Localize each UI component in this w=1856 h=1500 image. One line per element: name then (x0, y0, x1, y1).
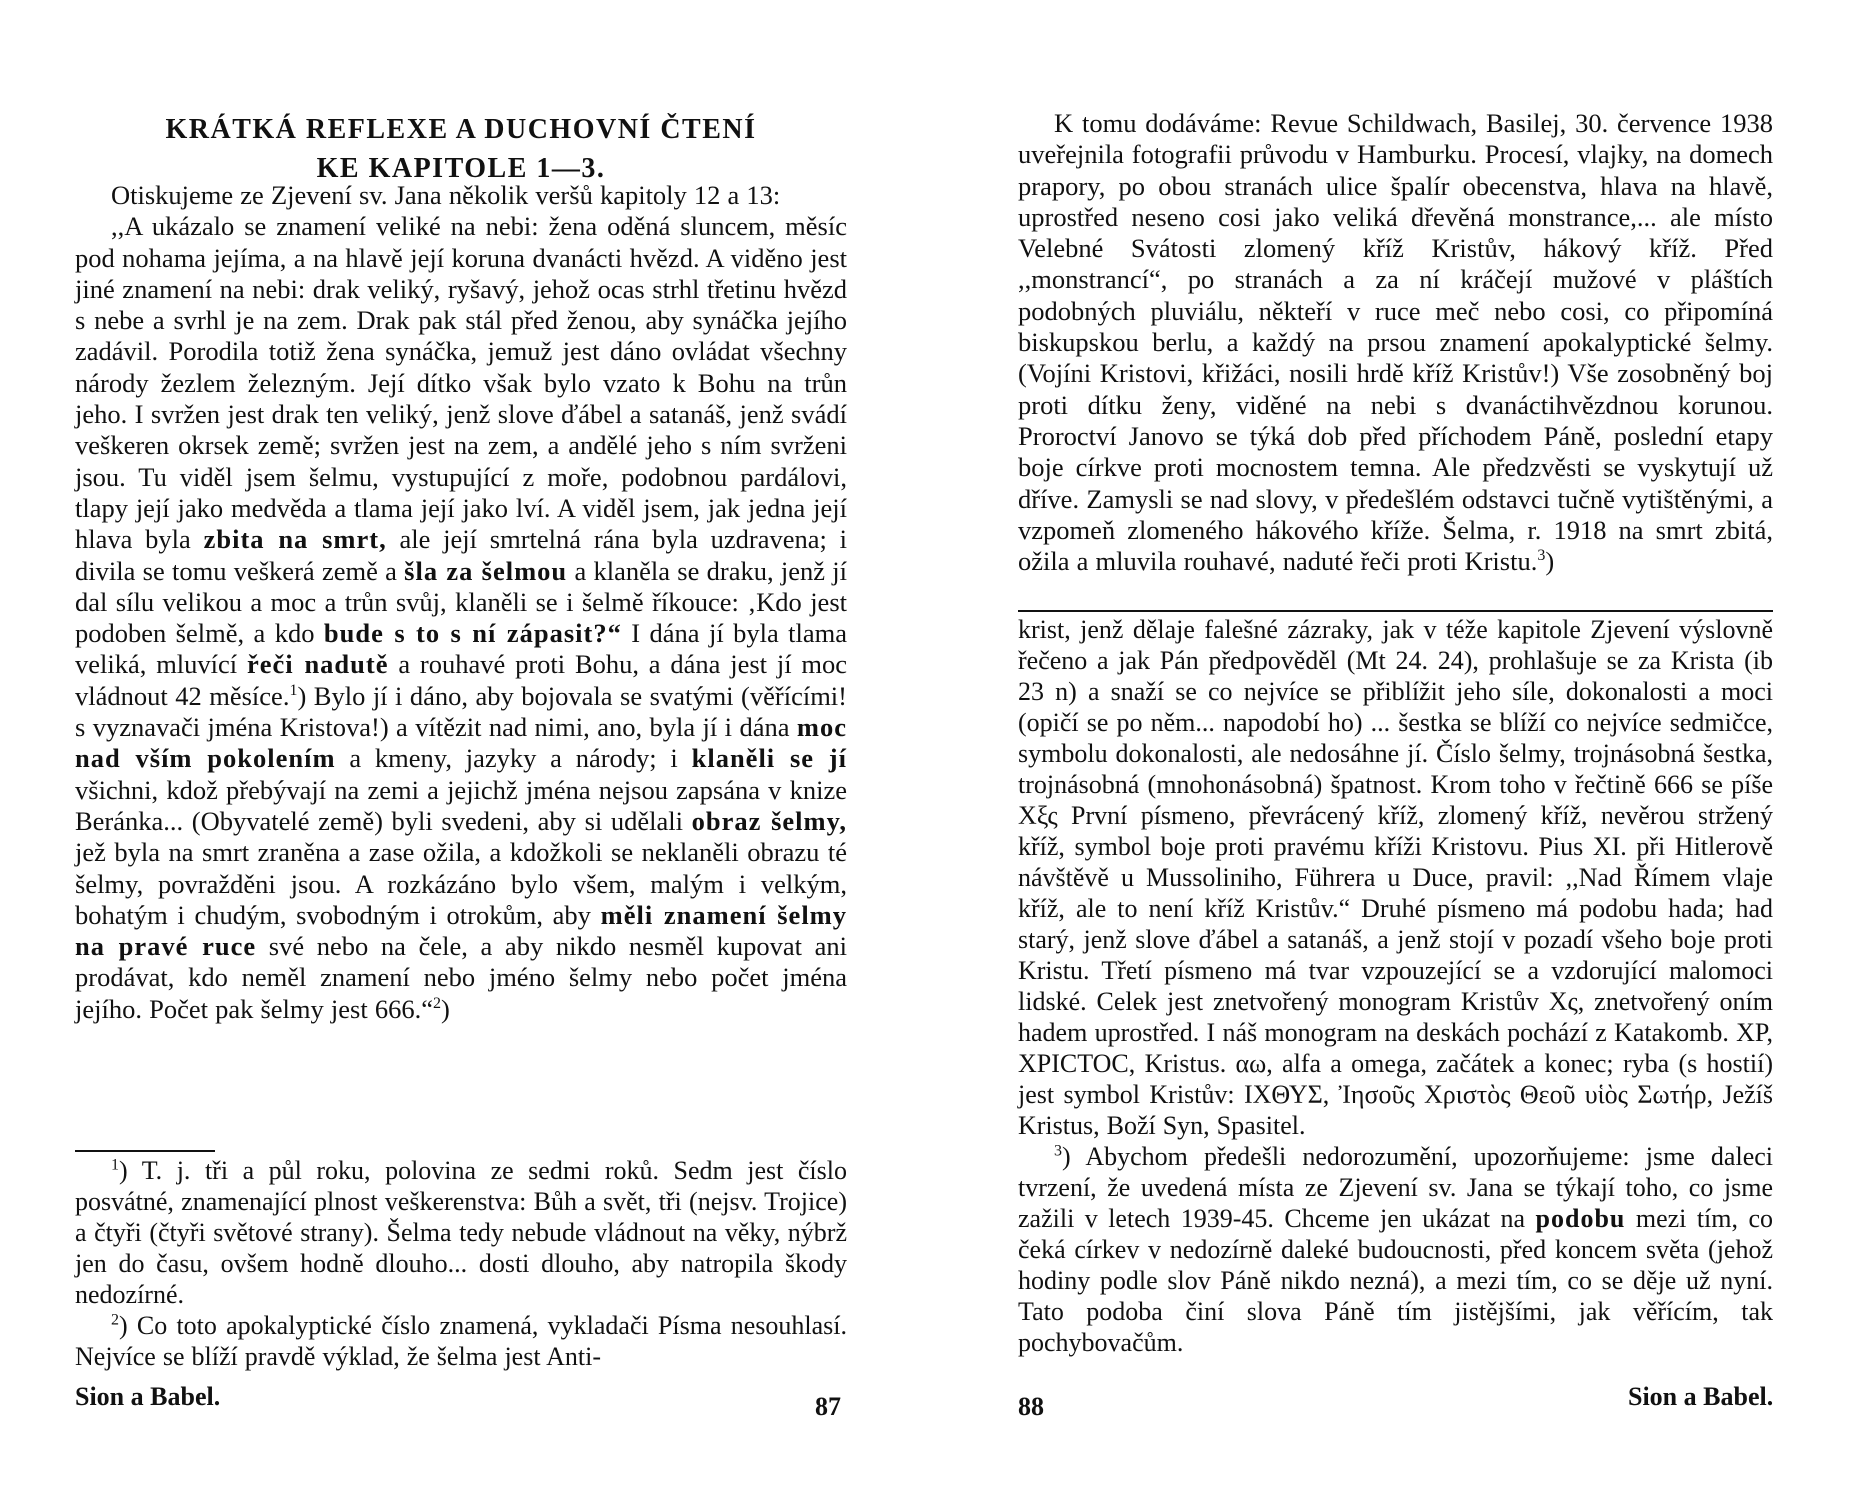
footnote-rule (75, 1150, 215, 1152)
continuation-divider (1018, 610, 1773, 612)
page-number: 88 (1018, 1392, 1044, 1421)
quote-paragraph: ,,A ukázalo se znamení veliké na nebi: žena oděná sluncem, měsíc pod nohama jejíma, a na hlavě její koruna dvanácti hvězd. A viděno jest jiné znamení na nebi: drak veliký, ryšavý, jehož ocas strhl třetinu hvězd s nebe a svrhl je na zem. Drak pak stál před ženou, aby synáčka jejího zadávil. Porodila totiž žena synáčka, jemuž jest dáno ovládat všechny národy žezlem železným. Její dítko však bylo vzato k Bohu na trůn jeho. I svržen jest drak ten veliký, jenž slove ďábel a satanáš, jenž svádí veškeren okrsek země; svržen jest na zem, a andělé jeho s ním svrženi jsou. Tu viděl jsem šelmu, vystupující z moře, podobnou pardálovi, tlapy její jako medvěda a tlama její jako lví. A viděl jsem, jak jedna její hlava byla zbita na smrt, ale její smrtelná rána byla uzdravena; i divila se tomu veškerá země a šla za šelmou a klaněla se draku, jenž jí dal sílu velikou a moc a trůn svůj, klaněli se i šelmě říkouce: ‚Kdo jest podoben šelmě, a kdo bude s to s ní zápasit?“ I dána jí byla tlama veliká, mluvící řeči nadutě a rouhavé proti Bohu, a dána jest jí moc vládnout 42 měsíce.$^1$) Bylo jí i dáno, aby bojovala se svatými (věřícími! s vyznavači jména Kristova!) a vítězit nad nimi, ano, byla jí i dána moc nad vším pokolením a kmeny, jazyky a národy; i klaněli se jí všichni, kdož přebývají na zemi a jejichž jména nejsou zapsána v knize Beránka... (Obyvatelé země) byli svedeni, aby si udělali obraz šelmy, jež byla na smrt zraněna a zase ožila, a kdožkoli se neklaněli obrazu té šelmy, povražděni jsou. A rozkázáno bylo všem, malým i velkým, bohatým i chudým, svobodným i otrokům, aby měli znamení šelmy na pravé ruce své nebo na čele, a aby nikdo nesměl kupovat ani prodávat, kdo neměl znamení nebo jméno šelmy nebo počet jména jejího. Počet pak šelmy jest 666.“$^2$) (75, 211, 848, 1024)
running-footer-title: Sion a Babel. (1628, 1382, 1774, 1411)
running-footer-title: Sion a Babel. (75, 1382, 221, 1411)
right-page (928, 0, 1856, 1500)
footnote-3: $^3$) Abychom předešli nedorozumění, upozorňujeme: jsme daleci tvrzení, že uvedená místa ze Zjevení sv. Jana se týkají toho, co jsme zažili v letech 1939-45. Chceme jen ukázat na podobu mezi tím, co čeká církev v nedozírně daleké budoucnosti, před koncem světa (jehož hodiny podle slov Páně nikdo nezná), a mezi tím, co se děje už nyní. Tato podoba činí slova Páně tím jistějšími, jak věřícím, tak pochybovačům. (1018, 1142, 1773, 1357)
footnote-2: $^2$) Co toto apokalyptické číslo znamená, vykladači Písma nesouhlasí. Nejvíce se blíží pravdě výklad, že šelma jest Anti- (75, 1311, 847, 1371)
intro-paragraph: Otiskujeme ze Zjevení sv. Jana několik veršů kapitoly 12 a 13: (111, 180, 781, 210)
page-number: 87 (815, 1392, 841, 1421)
chapter-heading (75, 110, 847, 188)
right-continuation (1018, 614, 1773, 1358)
right-paragraph-1: K tomu dodáváme: Revue Schildwach, Basilej, 30. července 1938 uveřejnila fotografii průvodu v Hamburku. Procesí, vlajky, na domech prapory, po obou stranách ulice špalír obecenstva, hlava na hlavě, uprostřed neseno cosi jako veliká dřevěná monstrance,... ale místo Velebné Svátosti zlomený kříž Kristův, hákový kříž. Před ,,monstrancí“, po stranách a za ní kráčejí mužové v pláštích podobných pluviálu, někteří v ruce meč nebo cosi, co připomíná biskupskou berlu, a každý na prsou znamení apokalyptické šelmy. (Vojíni Kristovi, křižáci, nosili hrdě kříž Kristův!) Vše zosobněný boj proti dítku ženy, viděné na nebi s dvanáctihvězdnou korunou. Proroctví Janovo se týká dob před příchodem Páně, poslední etapy boje církve proti mocnostem temna. Ale předzvěsti se vyskytují už dříve. Zamysli se nad slovy, v předešlém odstavci tučně vytištěnými, a vzpomeň zlomeného hákového kříže. Šelma, r. 1918 na smrt zbitá, ožila a mluvila rouhavé, naduté řeči proti Kristu.$^3$) (1018, 108, 1773, 577)
chapter-heading-line1: KRÁTKÁ REFLEXE A DUCHOVNÍ ČTENÍ (165, 114, 757, 145)
footnote-2-continuation: krist, jenž dělaje falešné zázraky, jak v téže kapitole Zjevení výslovně řečeno a jak Pán předpověděl (Mt 24. 24), prohlašuje se za Krista (ib 23 n) a snaží se co nejvíce se přiblížit jeho síle, dokonalosti a moci (opičí se po něm... napodobí ho) ... šestka se blíží co nejvíce sedmičce, symbolu dokonalosti, ale nedosáhne jí. Číslo šelmy, trojnásobná šestka, trojnásobná (mnohonásobná) špatnost. Krom toho v řečtině 666 se píše Χξς První písmeno, převrácený kříž, zlomený kříž, nevěrou stržený kříž, symbol boje proti pravému kříži Kristovu. Pius XI. při Hitlerově návštěvě u Mussoliniho, Führera u Duce, pravil: ,,Nad Římem vlaje kříž, ale to není kříž Kristův.“ Druhé písmeno má podobu hada; had starý, jenž slove ďábel a satanáš, a jenž stojí v pozadí všeho boje proti Kristu. Třetí písmeno má tvar vzpouzející se a vzdorující malomoci lidské. Celek jest znetvořený monogram Kristův Χς, znetvořený oním hadem uprostřed. I náš monogram na deskách pochází z Katakomb. XP, XPICTOC, Kristus. αω, alfa a omega, začátek a konec; ryba (s hostií) jest symbol Kristův: ΙΧΘΥΣ, Ἰησοῦς Χριστὸς Θεοῦ υἱὸς Σωτήρ, Ježíš Kristus, Boží Syn, Spasitel. (1018, 615, 1773, 1140)
footnote-1: $^1$) T. j. tři a půl roku, polovina ze sedmi roků. Sedm jest číslo posvátné, znamenající plnost veškerenstva: Bůh a svět, tři (nejsv. Trojice) a čtyři (čtyři světové strany). Šelma tedy nebude vládnout na věky, nýbrž jen do času, ovšem hodně dlouho... dosti dlouho, aby natropila škody nedozírné. (75, 1156, 847, 1309)
left-body (75, 180, 847, 1025)
chapter-heading-line2: KE KAPITOLE 1—3. (316, 153, 606, 184)
left-footnotes (75, 1155, 847, 1372)
